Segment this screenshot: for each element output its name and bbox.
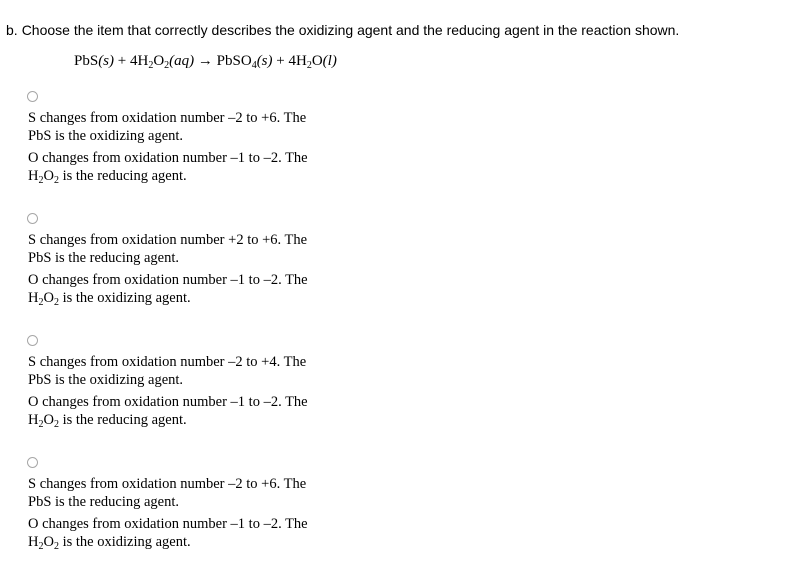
- question-text: Choose the item that correctly describes the oxidizing agent and the reducing agent in the reaction shown.: [21, 22, 680, 38]
- h2o2-h: H: [28, 534, 39, 550]
- option-pbs-line: PbS is the reducing agent.: [28, 494, 180, 510]
- eq-pbso4: PbSO: [216, 53, 252, 69]
- radio-button-option-1[interactable]: [27, 91, 38, 102]
- eq-pbs: PbS: [74, 53, 99, 69]
- option-pbs-line: PbS is the oxidizing agent.: [28, 372, 184, 388]
- option-o-line: O changes from oxidation number –1 to –2. The: [28, 394, 308, 410]
- option-s-line: S changes from oxidation number +2 to +6. The: [28, 232, 308, 248]
- h2o2-sub: 2: [38, 297, 44, 308]
- option-h2o2-line: [28, 289, 191, 307]
- radio-button-option-4[interactable]: [27, 457, 38, 468]
- eq-arrow: →: [194, 53, 217, 69]
- h2o2-o: O: [43, 412, 54, 428]
- eq-coef-h2o: + 4H: [272, 53, 307, 69]
- h2o2-rest: is the oxidizing agent.: [58, 290, 191, 306]
- h2o2-h: H: [28, 168, 39, 184]
- reaction-equation: [74, 53, 337, 70]
- h2o2-sub: 2: [38, 541, 44, 552]
- h2o2-sub: 2: [38, 175, 44, 186]
- option-s-line: S changes from oxidation number –2 to +4. The: [28, 354, 307, 370]
- h2o2-h: H: [28, 412, 39, 428]
- h2o2-o: O: [43, 168, 54, 184]
- option-s-line: S changes from oxidation number –2 to +6. The: [28, 476, 307, 492]
- option-pbs-line: PbS is the reducing agent.: [28, 250, 180, 266]
- eq-state-s: (s): [256, 53, 273, 69]
- h2o2-sub: 2: [53, 541, 59, 552]
- option-o-line: O changes from oxidation number –1 to –2. The: [28, 150, 308, 166]
- h2o2-sub: 2: [53, 297, 59, 308]
- eq-sub: 2: [306, 60, 312, 71]
- h2o2-o: O: [43, 290, 54, 306]
- eq-state-l: (l): [322, 53, 337, 69]
- h2o2-o: O: [43, 534, 54, 550]
- question-number: b.: [6, 22, 18, 38]
- h2o2-rest: is the reducing agent.: [58, 168, 187, 184]
- eq-sub: 2: [164, 60, 170, 71]
- option-o-line: O changes from oxidation number –1 to –2. The: [28, 272, 308, 288]
- eq-o: O: [311, 53, 323, 69]
- option-h2o2-line: [28, 411, 187, 429]
- radio-button-option-2[interactable]: [27, 213, 38, 224]
- eq-sub: 2: [148, 60, 154, 71]
- h2o2-sub: 2: [53, 419, 59, 430]
- h2o2-sub: 2: [38, 419, 44, 430]
- radio-button-option-3[interactable]: [27, 335, 38, 346]
- option-h2o2-line: [28, 533, 191, 551]
- option-s-line: S changes from oxidation number –2 to +6. The: [28, 110, 307, 126]
- h2o2-rest: is the oxidizing agent.: [58, 534, 191, 550]
- h2o2-sub: 2: [53, 175, 59, 186]
- eq-coef-h2o2: + 4H: [114, 53, 149, 69]
- eq-o: O: [153, 53, 165, 69]
- question-prompt: [6, 22, 679, 38]
- option-pbs-line: PbS is the oxidizing agent.: [28, 128, 184, 144]
- eq-sub: 4: [251, 60, 257, 71]
- eq-state-s: (s): [98, 53, 115, 69]
- option-h2o2-line: [28, 167, 187, 185]
- eq-state-aq: (aq): [169, 53, 195, 69]
- option-o-line: O changes from oxidation number –1 to –2. The: [28, 516, 308, 532]
- h2o2-rest: is the reducing agent.: [58, 412, 187, 428]
- h2o2-h: H: [28, 290, 39, 306]
